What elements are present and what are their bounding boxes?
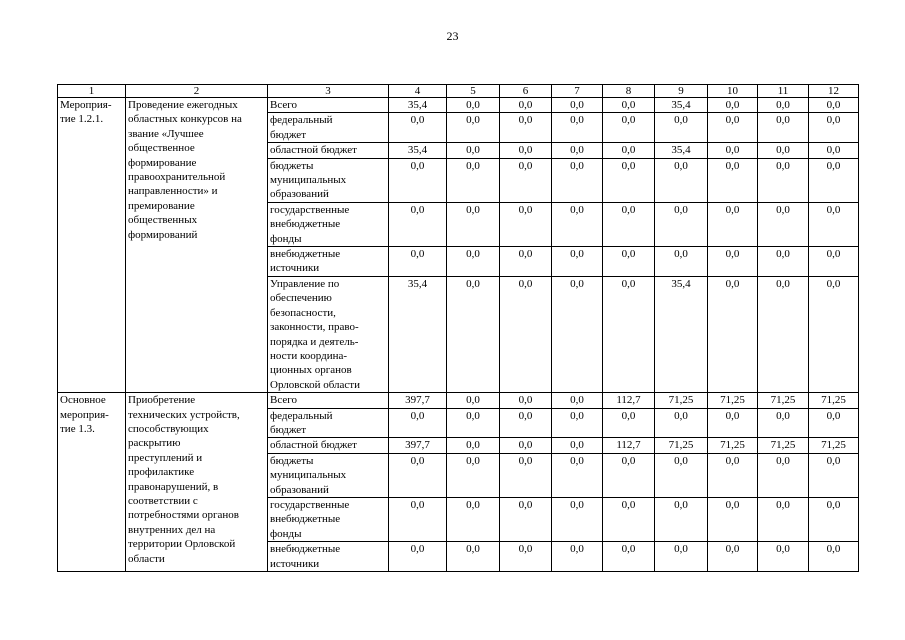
amount-cell: 71,25 <box>758 393 809 408</box>
column-header: 3 <box>268 85 389 98</box>
amount-cell: 0,0 <box>552 497 603 541</box>
funding-source: бюджеты муниципальных образований <box>268 453 389 497</box>
amount-cell: 0,0 <box>708 202 758 246</box>
amount-cell: 0,0 <box>389 497 447 541</box>
amount-cell: 0,0 <box>708 276 758 392</box>
amount-cell: 0,0 <box>447 113 500 143</box>
amount-cell: 0,0 <box>655 158 708 202</box>
amount-cell: 0,0 <box>809 247 859 277</box>
amount-cell: 0,0 <box>500 542 552 572</box>
amount-cell: 0,0 <box>603 497 655 541</box>
amount-cell: 0,0 <box>603 113 655 143</box>
amount-cell: 0,0 <box>500 202 552 246</box>
amount-cell: 0,0 <box>552 202 603 246</box>
amount-cell: 0,0 <box>389 247 447 277</box>
amount-cell: 71,25 <box>655 438 708 453</box>
table-body <box>58 98 859 572</box>
amount-cell: 0,0 <box>708 98 758 113</box>
amount-cell: 0,0 <box>758 202 809 246</box>
amount-cell: 0,0 <box>552 408 603 438</box>
amount-cell: 35,4 <box>389 98 447 113</box>
column-header: 7 <box>552 85 603 98</box>
amount-cell: 0,0 <box>708 453 758 497</box>
amount-cell: 35,4 <box>655 98 708 113</box>
amount-cell: 0,0 <box>655 408 708 438</box>
amount-cell: 0,0 <box>809 276 859 392</box>
column-header: 10 <box>708 85 758 98</box>
amount-cell: 397,7 <box>389 438 447 453</box>
amount-cell: 0,0 <box>603 143 655 158</box>
amount-cell: 0,0 <box>708 158 758 202</box>
funding-source: Управление по обеспечению безопасности, законности, право- порядка и деятель- ности координа- ционных органов Орловской области <box>268 276 389 392</box>
table-row <box>58 393 859 408</box>
funding-source: государственные внебюджетные фонды <box>268 202 389 246</box>
amount-cell: 0,0 <box>447 542 500 572</box>
amount-cell: 0,0 <box>809 158 859 202</box>
column-header: 8 <box>603 85 655 98</box>
amount-cell: 0,0 <box>655 247 708 277</box>
amount-cell: 0,0 <box>655 202 708 246</box>
amount-cell: 0,0 <box>552 542 603 572</box>
amount-cell: 0,0 <box>447 453 500 497</box>
table-row <box>58 98 859 113</box>
amount-cell: 0,0 <box>758 158 809 202</box>
amount-cell: 0,0 <box>500 143 552 158</box>
funding-source: Всего <box>268 98 389 113</box>
amount-cell: 35,4 <box>655 143 708 158</box>
amount-cell: 397,7 <box>389 393 447 408</box>
funding-source: внебюджетные источники <box>268 542 389 572</box>
amount-cell: 0,0 <box>447 158 500 202</box>
amount-cell: 0,0 <box>708 497 758 541</box>
amount-cell: 0,0 <box>447 438 500 453</box>
funding-table <box>57 84 859 572</box>
funding-source: федеральный бюджет <box>268 113 389 143</box>
amount-cell: 0,0 <box>809 408 859 438</box>
amount-cell: 0,0 <box>447 202 500 246</box>
amount-cell: 0,0 <box>655 542 708 572</box>
amount-cell: 112,7 <box>603 438 655 453</box>
amount-cell: 0,0 <box>500 438 552 453</box>
measure-description: Приобретение технических устройств, способствующих раскрытию преступлений и профилактике правонарушений, в соответствии с потребностями органов внутренних дел на территории Орловской области <box>126 393 268 572</box>
amount-cell: 0,0 <box>500 158 552 202</box>
measure-label: Мероприя- тие 1.2.1. <box>58 98 126 393</box>
amount-cell: 0,0 <box>603 408 655 438</box>
amount-cell: 0,0 <box>758 143 809 158</box>
amount-cell: 0,0 <box>758 497 809 541</box>
amount-cell: 0,0 <box>708 542 758 572</box>
column-header: 2 <box>126 85 268 98</box>
amount-cell: 0,0 <box>447 247 500 277</box>
amount-cell: 0,0 <box>552 98 603 113</box>
amount-cell: 0,0 <box>500 497 552 541</box>
amount-cell: 71,25 <box>809 393 859 408</box>
amount-cell: 0,0 <box>500 113 552 143</box>
amount-cell: 0,0 <box>389 202 447 246</box>
amount-cell: 0,0 <box>500 247 552 277</box>
funding-source: федеральный бюджет <box>268 408 389 438</box>
amount-cell: 0,0 <box>552 438 603 453</box>
amount-cell: 0,0 <box>603 453 655 497</box>
amount-cell: 0,0 <box>655 453 708 497</box>
amount-cell: 0,0 <box>552 143 603 158</box>
amount-cell: 0,0 <box>809 202 859 246</box>
funding-source: областной бюджет <box>268 438 389 453</box>
amount-cell: 0,0 <box>758 98 809 113</box>
amount-cell: 0,0 <box>758 276 809 392</box>
amount-cell: 112,7 <box>603 393 655 408</box>
amount-cell: 71,25 <box>708 393 758 408</box>
amount-cell: 0,0 <box>809 113 859 143</box>
amount-cell: 0,0 <box>500 393 552 408</box>
amount-cell: 0,0 <box>552 453 603 497</box>
funding-source: Всего <box>268 393 389 408</box>
amount-cell: 0,0 <box>500 453 552 497</box>
amount-cell: 0,0 <box>809 143 859 158</box>
column-header: 11 <box>758 85 809 98</box>
amount-cell: 35,4 <box>389 143 447 158</box>
amount-cell: 0,0 <box>809 453 859 497</box>
column-number-row <box>58 85 859 98</box>
funding-source: государственные внебюджетные фонды <box>268 497 389 541</box>
amount-cell: 0,0 <box>552 276 603 392</box>
page-number: 23 <box>446 29 459 43</box>
column-header: 12 <box>809 85 859 98</box>
amount-cell: 0,0 <box>500 98 552 113</box>
amount-cell: 0,0 <box>389 113 447 143</box>
measure-label: Основное мероприя- тие 1.3. <box>58 393 126 572</box>
amount-cell: 0,0 <box>758 453 809 497</box>
amount-cell: 0,0 <box>447 408 500 438</box>
amount-cell: 0,0 <box>603 247 655 277</box>
amount-cell: 0,0 <box>447 276 500 392</box>
amount-cell: 0,0 <box>389 158 447 202</box>
amount-cell: 71,25 <box>809 438 859 453</box>
amount-cell: 35,4 <box>389 276 447 392</box>
amount-cell: 0,0 <box>447 98 500 113</box>
column-header: 4 <box>389 85 447 98</box>
amount-cell: 0,0 <box>389 453 447 497</box>
amount-cell: 0,0 <box>708 408 758 438</box>
amount-cell: 0,0 <box>603 276 655 392</box>
funding-source: бюджеты муниципальных образований <box>268 158 389 202</box>
column-header: 5 <box>447 85 500 98</box>
amount-cell: 0,0 <box>603 542 655 572</box>
amount-cell: 0,0 <box>708 247 758 277</box>
amount-cell: 0,0 <box>655 497 708 541</box>
amount-cell: 0,0 <box>708 113 758 143</box>
amount-cell: 0,0 <box>603 98 655 113</box>
column-header: 9 <box>655 85 708 98</box>
funding-source: внебюджетные источники <box>268 247 389 277</box>
amount-cell: 0,0 <box>809 497 859 541</box>
amount-cell: 0,0 <box>552 393 603 408</box>
amount-cell: 0,0 <box>500 408 552 438</box>
amount-cell: 71,25 <box>708 438 758 453</box>
amount-cell: 0,0 <box>552 158 603 202</box>
amount-cell: 0,0 <box>603 202 655 246</box>
column-header: 6 <box>500 85 552 98</box>
amount-cell: 71,25 <box>758 438 809 453</box>
amount-cell: 0,0 <box>389 408 447 438</box>
amount-cell: 0,0 <box>655 113 708 143</box>
amount-cell: 0,0 <box>758 247 809 277</box>
measure-description: Проведение ежегодных областных конкурсов на звание «Лучшее общественное формирование правоохранительной направленности» и премирование общественных формирований <box>126 98 268 393</box>
amount-cell: 0,0 <box>809 98 859 113</box>
amount-cell: 0,0 <box>758 408 809 438</box>
amount-cell: 71,25 <box>655 393 708 408</box>
amount-cell: 0,0 <box>603 158 655 202</box>
amount-cell: 0,0 <box>447 497 500 541</box>
amount-cell: 0,0 <box>447 393 500 408</box>
amount-cell: 0,0 <box>447 143 500 158</box>
amount-cell: 0,0 <box>758 113 809 143</box>
amount-cell: 0,0 <box>500 276 552 392</box>
amount-cell: 0,0 <box>708 143 758 158</box>
amount-cell: 0,0 <box>389 542 447 572</box>
column-header: 1 <box>58 85 126 98</box>
amount-cell: 0,0 <box>809 542 859 572</box>
amount-cell: 0,0 <box>552 113 603 143</box>
amount-cell: 0,0 <box>758 542 809 572</box>
amount-cell: 35,4 <box>655 276 708 392</box>
funding-source: областной бюджет <box>268 143 389 158</box>
amount-cell: 0,0 <box>552 247 603 277</box>
